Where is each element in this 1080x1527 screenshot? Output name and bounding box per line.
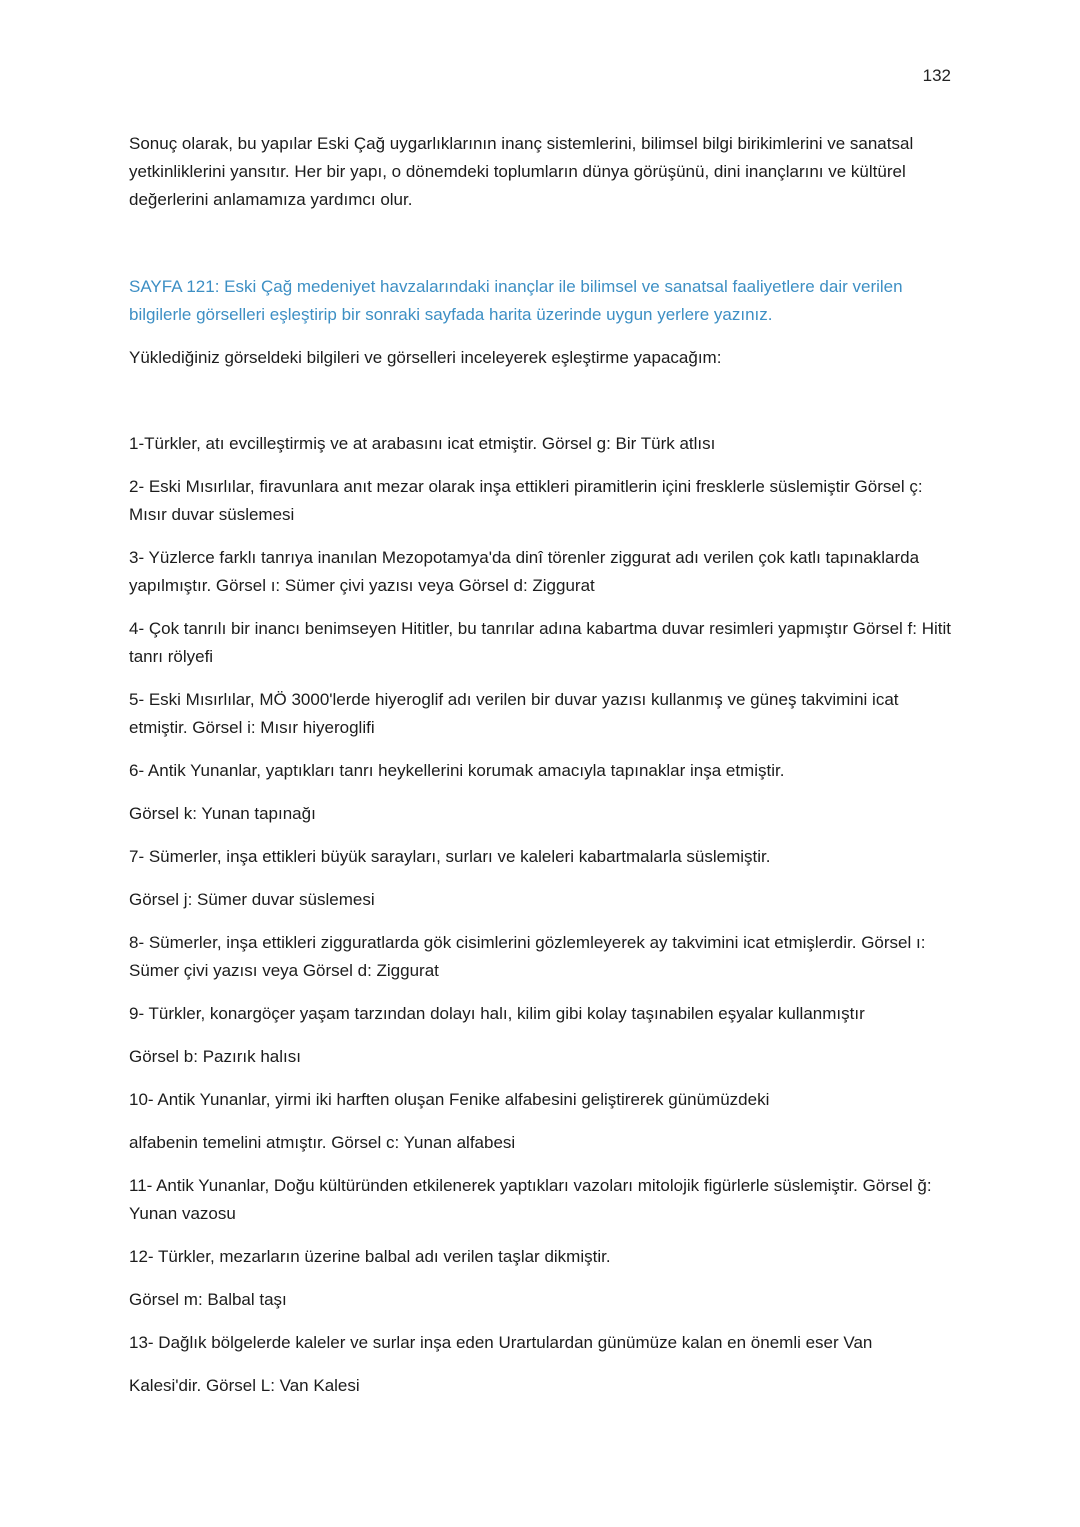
answer-item: 4- Çok tanrılı bir inancı benimseyen Hititler, bu tanrılar adına kabartma duvar resimleri yapmıştır Görsel f: Hitit tanrı rölyefi [129, 619, 951, 666]
document-body [129, 130, 959, 1415]
answer-item: 13- Dağlık bölgelerde kaleler ve surlar inşa eden Urartulardan günümüze kalan en önemli eser Van [129, 1333, 873, 1352]
answer-item: 5- Eski Mısırlılar, MÖ 3000'lerde hiyeroglif adı verilen bir duvar yazısı kullanmış ve güneş takvimini icat etmiştir. Görsel i: Mısır hiyeroglifi [129, 690, 899, 737]
answer-item: Görsel b: Pazırık halısı [129, 1047, 301, 1066]
answer-item: 11- Antik Yunanlar, Doğu kültüründen etkilenerek yaptıkları vazoları mitolojik figürlerle süslemiştir. Görsel ğ: Yunan vazosu [129, 1176, 932, 1223]
answer-item: 12- Türkler, mezarların üzerine balbal adı verilen taşlar dikmiştir. [129, 1247, 611, 1266]
answer-item: 7- Sümerler, inşa ettikleri büyük sarayları, surları ve kaleleri kabartmalarla süslemiştir. [129, 847, 771, 866]
task-instruction: SAYFA 121: Eski Çağ medeniyet havzalarındaki inançlar ile bilimsel ve sanatsal faaliyetlere dair verilen bilgilerle görselleri eşleştirip bir sonraki sayfada harita üzerinde uygun yerlere yazınız. [129, 277, 903, 324]
answer-list [129, 430, 959, 1400]
answer-item: 1-Türkler, atı evcilleştirmiş ve at arabasını icat etmiştir. Görsel g: Bir Türk atlısı [129, 434, 716, 453]
answer-item: Görsel j: Sümer duvar süslemesi [129, 890, 375, 909]
intro-paragraph: Sonuç olarak, bu yapılar Eski Çağ uygarlıklarının inanç sistemlerini, bilimsel bilgi birikimlerini ve sanatsal yetkinliklerini yansıtır. Her bir yapı, o dönemdeki toplumların dünya görüşünü, dini inançlarını ve kültürel değerlerini anlamamıza yardımcı olur. [129, 134, 914, 209]
answer-item: 10- Antik Yunanlar, yirmi iki harften oluşan Fenike alfabesini geliştirerek günümüzdeki [129, 1090, 770, 1109]
answer-item: 9- Türkler, konargöçer yaşam tarzından dolayı halı, kilim gibi kolay taşınabilen eşyalar kullanmıştır [129, 1004, 865, 1023]
answer-item: 8- Sümerler, inşa ettikleri zigguratlarda gök cisimlerini gözlemleyerek ay takvimini icat etmişlerdir. Görsel ı: Sümer çivi yazısı veya Görsel d: Ziggurat [129, 933, 926, 980]
lead-sentence: Yüklediğiniz görseldeki bilgileri ve görselleri inceleyerek eşleştirme yapacağım: [129, 348, 722, 367]
answer-item: Kalesi'dir. Görsel L: Van Kalesi [129, 1376, 360, 1395]
answer-item: Görsel k: Yunan tapınağı [129, 804, 316, 823]
answer-item: alfabenin temelini atmıştır. Görsel c: Yunan alfabesi [129, 1133, 516, 1152]
answer-item: 3- Yüzlerce farklı tanrıya inanılan Mezopotamya'da dinî törenler ziggurat adı verilen çok katlı tapınaklarda yapılmıştır. Görsel ı: Sümer çivi yazısı veya Görsel d: Ziggurat [129, 548, 920, 595]
answer-item: Görsel m: Balbal taşı [129, 1290, 287, 1309]
page-number: 132 [922, 66, 951, 85]
answer-item: 6- Antik Yunanlar, yaptıkları tanrı heykellerini korumak amacıyla tapınaklar inşa etmiştir. [129, 761, 785, 780]
answer-item: 2- Eski Mısırlılar, firavunlara anıt mezar olarak inşa ettikleri piramitlerin içini fresklerle süslemiştir Görsel ç: Mısır duvar süslemesi [129, 477, 923, 524]
